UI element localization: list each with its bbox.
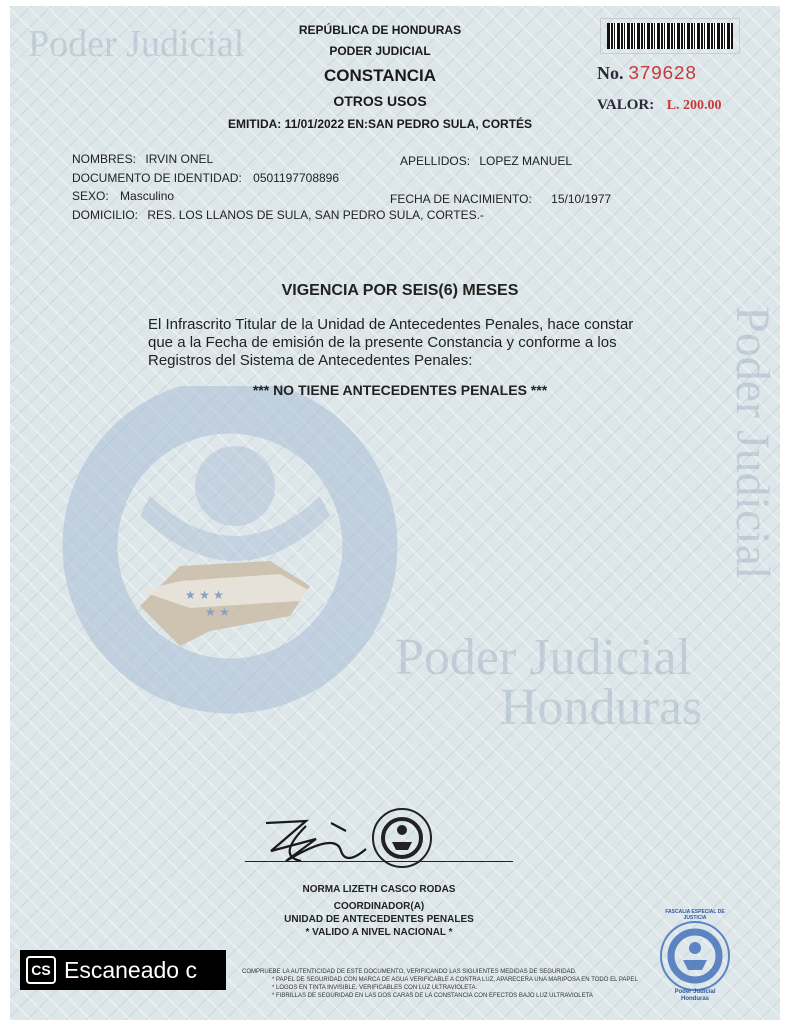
nombres-value: IRVIN ONEL [145, 152, 214, 166]
birthdate-label: FECHA DE NACIMIENTO: [390, 192, 532, 206]
birthdate-row [390, 192, 611, 206]
scanner-watermark-banner [20, 950, 226, 990]
nombres-label: NOMBRES: [72, 152, 137, 166]
domicilio-row [72, 208, 484, 222]
header-country: REPÚBLICA DE HONDURAS [298, 23, 462, 37]
signer-name: NORMA LIZETH CASCO RODAS [302, 884, 456, 895]
sexo-row [72, 189, 174, 203]
signer-role: COORDINADOR(A) [333, 901, 425, 912]
certificate-page [10, 6, 780, 1020]
serial-number [597, 63, 696, 85]
sexo-value: Masculino [120, 189, 175, 203]
security-note-1: COMPRUEBE LA AUTENTICIDAD DE ESTE DOCUMENTO, VERIFICANDO LAS SIGUIENTES MEDIDAS DE SEGURIDAD. [242, 969, 577, 975]
domicilio-value: RES. LOS LLANOS DE SULA, SAN PEDRO SULA, CORTES.- [147, 208, 484, 222]
apellidos-value: LOPEZ MANUEL [479, 154, 573, 168]
price-label: VALOR: [597, 97, 655, 113]
handwritten-signature [246, 811, 376, 871]
security-note-4: * FIBRILLAS DE SEGURIDAD EN LAS DOS CARAS DE LA CONSTANCIA CON EFECTOS BAJO LUZ ULTRAVIOLETA [272, 993, 593, 999]
barcode [600, 18, 740, 54]
security-note-2: * PAPEL DE SEGURIDAD CON MARCA DE AGUA VERIFICABLE A CONTRA LUZ, APARECERA UNA MARIPOSA EN TODO EL PAPEL [272, 977, 638, 983]
stamp-ring-text: FASCALIA ESPECIAL DE JUSTICIA [665, 909, 725, 921]
stamp-caption-2: Honduras [680, 996, 709, 1002]
header-institution: PODER JUDICIAL [329, 44, 431, 58]
birthdate-value: 15/10/1977 [551, 192, 612, 206]
price [597, 96, 722, 114]
security-notes [242, 968, 642, 1000]
criminal-record-result: *** NO TIENE ANTECEDENTES PENALES *** [252, 382, 548, 398]
document-id-row [72, 171, 339, 185]
svg-text:★ ★ ★: ★ ★ ★ [185, 588, 224, 602]
stamp-caption-1: Poder Judicial [674, 989, 716, 995]
watermark-center-line1: Poder Judicial [395, 629, 692, 686]
serial-label: No. [597, 63, 624, 83]
domicilio-label: DOMICILIO: [72, 208, 139, 222]
svg-text:★ ★: ★ ★ [205, 605, 230, 619]
document-id-label: DOCUMENTO DE IDENTIDAD: [72, 171, 242, 185]
serial-value: 379628 [627, 63, 697, 85]
nombres-row [72, 152, 213, 166]
price-value: L. 200.00 [666, 98, 722, 113]
scanner-banner-text: Escaneado c [64, 956, 197, 983]
watermark-center-line2: Honduras [500, 679, 703, 736]
document-id-value: 0501197708896 [253, 171, 340, 185]
security-note-3: * LOGOS EN TINTA INVISIBLE, VERIFICABLES CON LUZ ULTRAVIOLETA. [272, 985, 478, 991]
emission-line: EMITIDA: 11/01/2022 EN:SAN PEDRO SULA, CORTÉS [227, 117, 533, 131]
document-title: CONSTANCIA [323, 66, 437, 85]
document-subtitle: OTROS USOS [333, 93, 427, 109]
watermark-top-text: Poder Judicial [28, 23, 245, 65]
validity-heading: VIGENCIA POR SEIS(6) MESES [281, 282, 519, 299]
national-validity: * VALIDO A NIVEL NACIONAL * [305, 927, 453, 938]
signer-unit: UNIDAD DE ANTECEDENTES PENALES [284, 914, 474, 925]
watermark-side-text: Poder Judicial [726, 306, 779, 580]
apellidos-label: APELLIDOS: [400, 154, 471, 168]
apellidos-row [400, 154, 572, 168]
statement-line-2: que a la Fecha de emisión de la presente Constancia y conforme a los [148, 334, 617, 351]
sexo-label: SEXO: [72, 189, 109, 203]
statement-line-1: El Infrascrito Titular de la Unidad de Antecedentes Penales, hace constar [148, 316, 634, 333]
camscanner-logo-icon: CS [26, 956, 56, 984]
signature-line [245, 861, 513, 862]
statement-line-3: Registros del Sistema de Antecedentes Penales: [148, 352, 473, 369]
